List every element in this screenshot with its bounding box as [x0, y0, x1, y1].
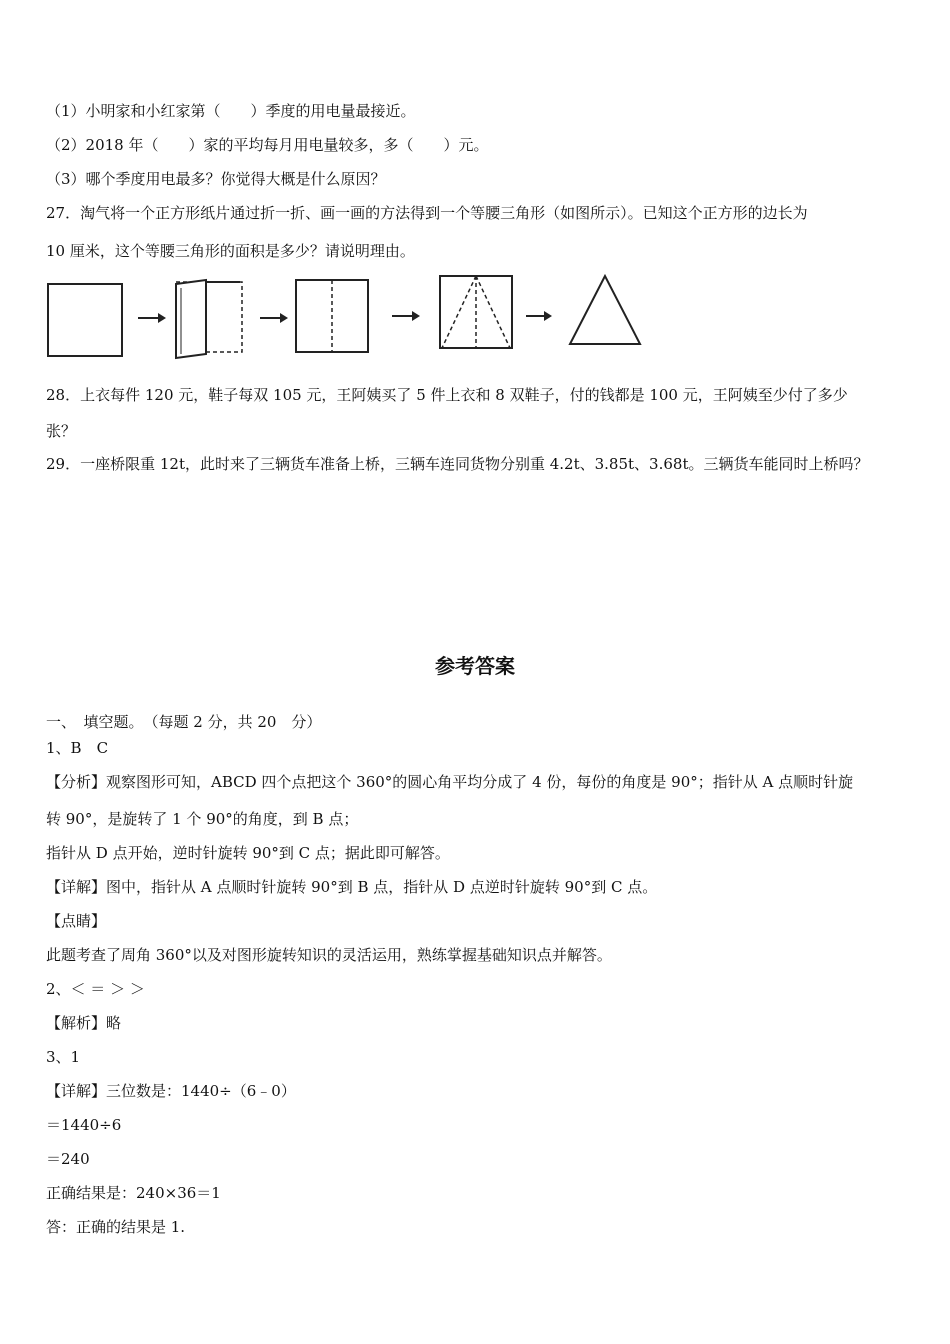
answers-title: 参考答案 [435, 654, 515, 678]
folding-figure [40, 272, 660, 368]
answer-3-head: 3、1 [46, 1048, 81, 1066]
right-arrow-icon [138, 313, 166, 323]
right-arrow-icon [526, 311, 552, 321]
q26-sub1: （1）小明家和小红家第（ ）季度的用电量最接近。 [46, 102, 416, 120]
right-arrow-icon [392, 311, 420, 321]
q26-sub3: （3）哪个季度用电最多？你觉得大概是什么原因？ [46, 170, 386, 188]
answer-3-detail: 【详解】三位数是：1440÷（6﹣0） [46, 1082, 296, 1100]
answer-1-analysis-2: 转 90°，是旋转了 1 个 90°的角度，到 B 点； [46, 810, 359, 828]
right-arrow-icon [260, 313, 288, 323]
q28-line1: 28．上衣每件 120 元，鞋子每双 105 元，王阿姨买了 5 件上衣和 8 双鞋子，付的钱都是 100 元，王阿姨至少付了多少 [46, 386, 848, 404]
section-heading: 一、 填空题。 （每题 2 分，共 20 分） [46, 713, 322, 731]
q26-sub2: （2）2018 年（ ）家的平均每月用电量较多，多（ ）元。 [46, 136, 489, 154]
answer-1-dianjing: 此题考查了周角 360°以及对图形旋转知识的灵活运用，熟练掌握基础知识点并解答。 [46, 946, 612, 964]
answer-2-analysis: 【解析】略 [46, 1014, 122, 1032]
answer-2-head: 2、＜ ＝ ＞ ＞ [46, 980, 145, 998]
q28-line2: 张？ [46, 422, 77, 440]
answer-1-analysis-3: 指针从 D 点开始，逆时针旋转 90°到 C 点；据此即可解答。 [46, 844, 450, 862]
answer-3-step1: ＝1440÷6 [46, 1116, 122, 1134]
folding-paper [176, 280, 242, 358]
dashed-triangle [440, 276, 512, 348]
q27-line1: 27．淘气将一个正方形纸片通过折一折、画一画的方法得到一个等腰三角形（如图所示）。已知这个正方形的边长为 [46, 204, 808, 222]
answer-3-step2: ＝240 [46, 1150, 90, 1168]
q27-line2: 10 厘米，这个等腰三角形的面积是多少？请说明理由。 [46, 242, 415, 260]
answer-3-answer: 答：正确的结果是 1. [46, 1218, 186, 1236]
answer-3-result: 正确结果是：240×36＝1 [46, 1184, 221, 1202]
answer-1-analysis-1: 【分析】观察图形可知，ABCD 四个点把这个 360°的圆心角平均分成了 4 份，每份的角度是 90°；指针从 A 点顺时针旋 [46, 773, 854, 791]
isosceles-triangle [570, 276, 640, 344]
answer-1-head: 1、B C [46, 739, 109, 757]
q29: 29．一座桥限重 12t，此时来了三辆货车准备上桥，三辆车连同货物分别重 4.2t、3.85t、3.68t。三辆货车能同时上桥吗？ [46, 455, 869, 473]
answer-1-dianjing-label: 【点睛】 [46, 912, 107, 930]
square-paper [48, 284, 122, 356]
folded-crease [296, 280, 368, 352]
answer-1-detail: 【详解】图中，指针从 A 点顺时针旋转 90°到 B 点，指针从 D 点逆时针旋转 90°到 C 点。 [46, 878, 658, 896]
